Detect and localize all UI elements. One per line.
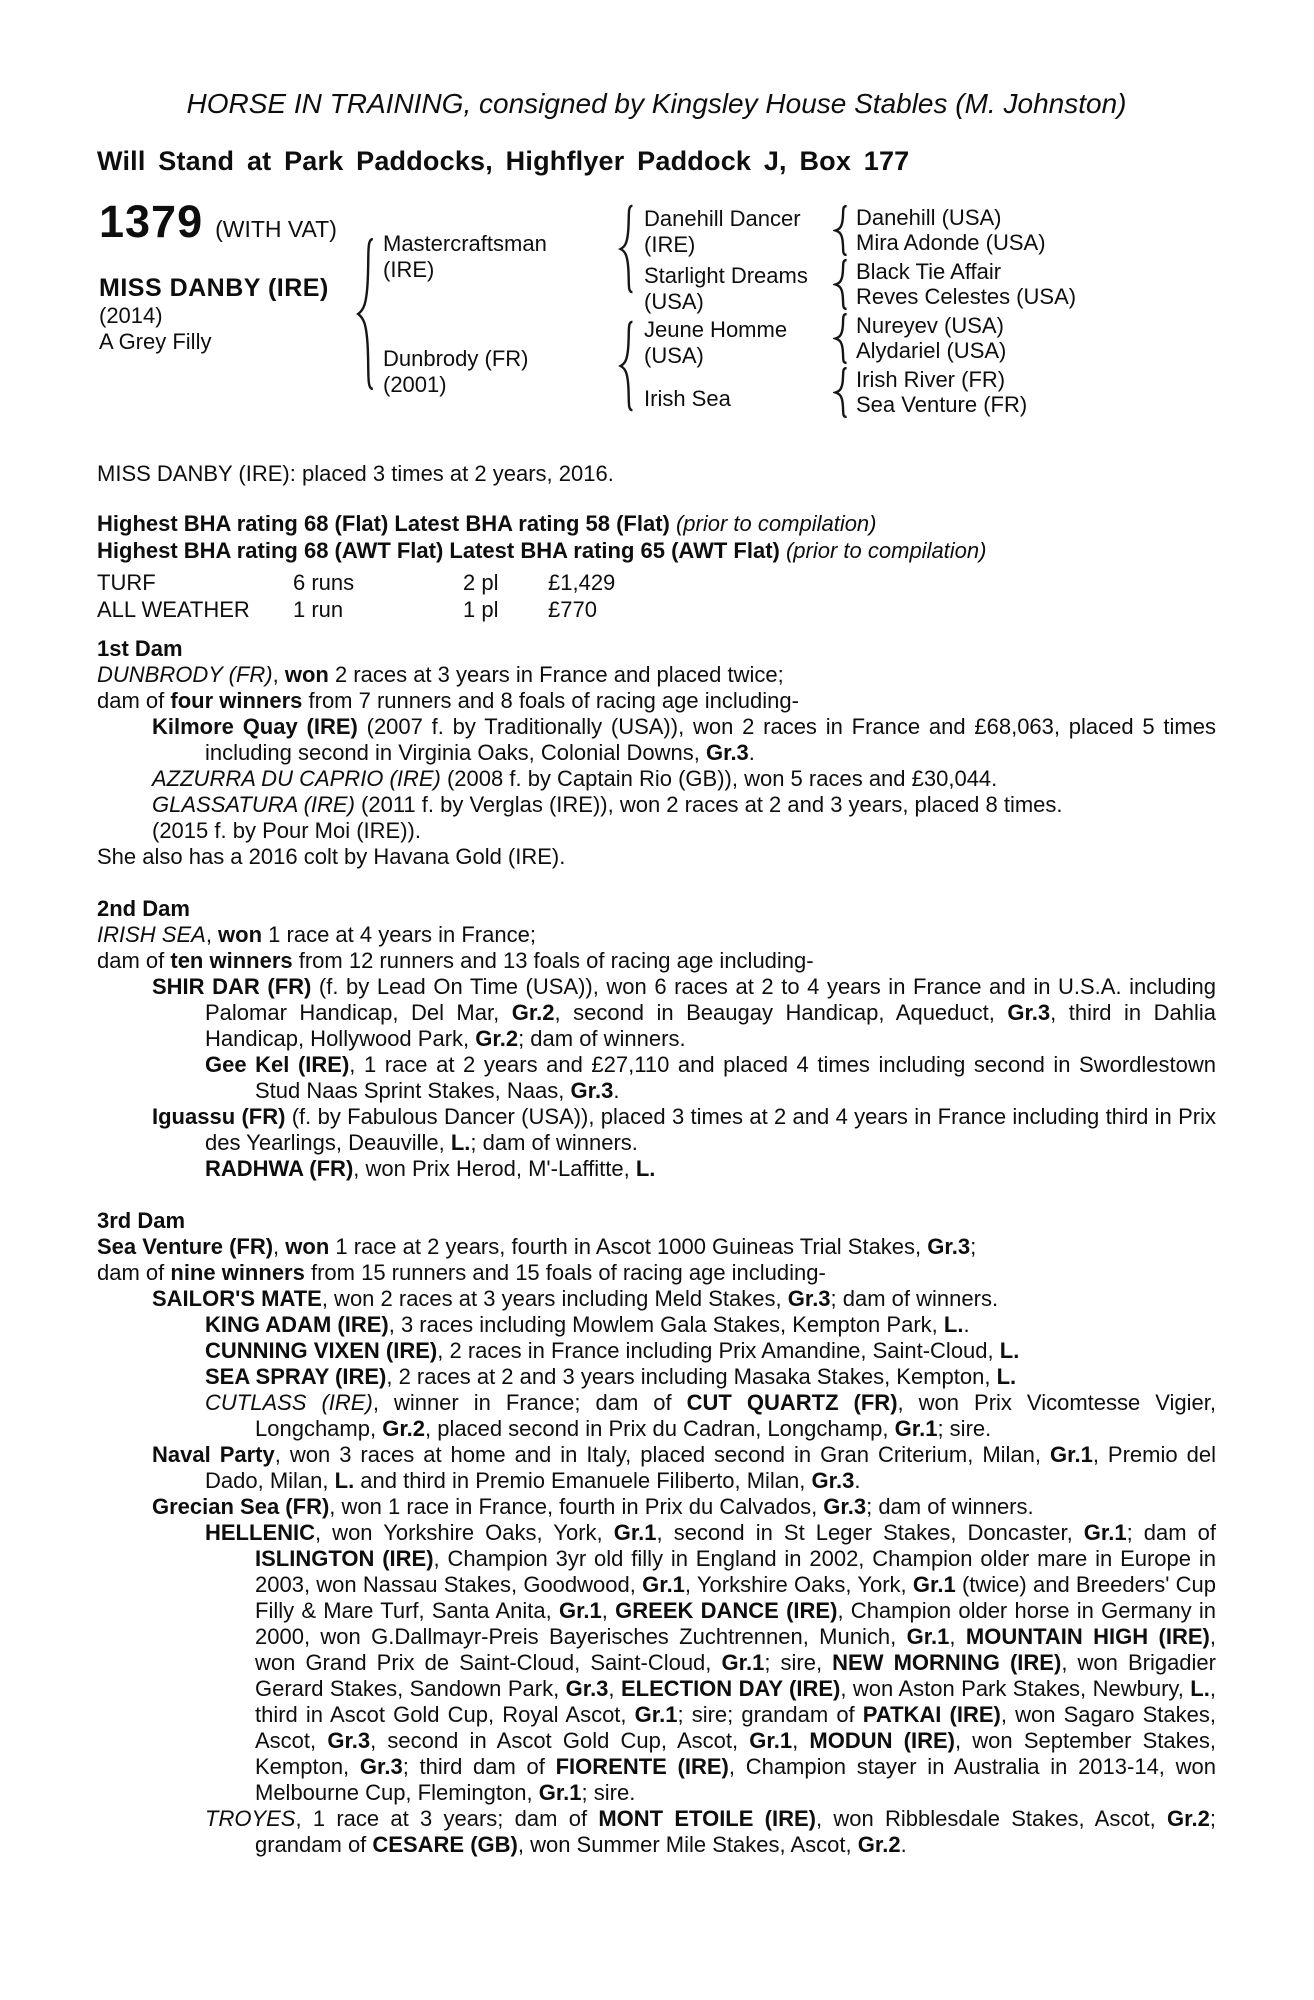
catalogue-paragraph: [97, 1052, 1216, 1104]
text-run: , 3 races including Mowlem Gala Stakes, Kempton Park,: [388, 1312, 944, 1337]
text-run: won: [284, 662, 329, 687]
text-run: Gr.3: [927, 1234, 971, 1259]
text-run: ; dam of winners.: [470, 1130, 638, 1155]
text-run: , second in Beaugay Handicap, Aqueduct,: [554, 1000, 1008, 1025]
text-run: (2011 f. by Verglas (IRE)), won 2 races at 2 and 3 years, placed 8 times.: [354, 792, 1063, 817]
catalogue-paragraph: [97, 1286, 1216, 1312]
catalogue-paragraph: [97, 948, 1216, 974]
text-run: , placed second in Prix du Cadran, Longchamp,: [425, 1416, 895, 1441]
dam-sections: [97, 636, 1216, 1858]
ancestor-name: Jeune Homme: [644, 317, 788, 342]
text-run: L.: [996, 1364, 1017, 1389]
text-run: CUTLASS (IRE): [205, 1390, 373, 1415]
text-run: Gr.2: [475, 1026, 519, 1051]
text-run: , 1 race at 2 years and £27,110 and placed 4 times including second in Swordlestown Stud Naas Sprint Stakes, Naas,: [255, 1052, 1217, 1103]
catalogue-paragraph: [97, 662, 1216, 688]
text-run: , 1 race at 3 years; dam of: [295, 1806, 599, 1831]
text-run: .: [748, 740, 755, 765]
stats-row: [97, 569, 1216, 596]
text-run: IRISH SEA: [97, 922, 206, 947]
text-run: ,: [272, 662, 285, 687]
text-run: , third in Dahlia Handicap, Hollywood Park,: [205, 1000, 1216, 1051]
ancestor-name: Danehill (USA): [856, 205, 1002, 230]
text-run: GREEK DANCE (IRE): [615, 1598, 838, 1623]
text-run: (2015 f. by Pour Moi (IRE)).: [152, 818, 421, 843]
catalogue-content: [97, 0, 1216, 1858]
text-run: NEW MORNING (IRE): [832, 1650, 1062, 1675]
pedigree-brace-sire: [618, 204, 635, 294]
text-run: Gr.1: [634, 1702, 678, 1727]
text-run: (prior to compilation): [675, 511, 877, 536]
catalogue-paragraph: [97, 818, 1216, 844]
text-run: Gr.3: [1007, 1000, 1051, 1025]
ancestor-name: Irish Sea: [644, 386, 731, 411]
text-run: Gr.2: [857, 1832, 901, 1857]
ancestor-name: Nureyev (USA): [856, 313, 1004, 338]
text-run: Gr.1: [721, 1650, 765, 1675]
text-run: CUNNING VIXEN (IRE): [205, 1338, 438, 1363]
ancestor-name: Starlight Dreams: [644, 263, 808, 288]
text-run: Gr.3: [823, 1494, 867, 1519]
pedigree-greatgrandparents-3: [856, 313, 1006, 363]
text-run: MONT ETOILE (IRE): [598, 1806, 817, 1831]
text-run: , won Sagaro Stakes, Ascot,: [255, 1702, 1217, 1753]
catalogue-paragraph: [97, 974, 1216, 1052]
text-run: ELECTION DAY (IRE): [620, 1676, 841, 1701]
catalogue-paragraph: [97, 1494, 1216, 1520]
text-run: , won Brigadier Gerard Stakes, Sandown Park,: [255, 1650, 1216, 1701]
text-run: , won 1 race in France, fourth in Prix du Calvados,: [329, 1494, 824, 1519]
dam-suffix: (2001): [383, 372, 447, 397]
text-run: Grecian Sea (FR): [152, 1494, 330, 1519]
text-run: SHIR DAR (FR): [152, 974, 312, 999]
text-run: MOUNTAIN HIGH (IRE): [965, 1624, 1210, 1649]
stand-location: Will Stand at Park Paddocks, Highflyer Paddock J, Box 177: [97, 146, 910, 176]
stats-earnings: £770: [548, 597, 597, 622]
text-run: , won Summer Mile Stakes, Ascot,: [517, 1832, 858, 1857]
horse-description: A Grey Filly: [99, 329, 212, 354]
catalogue-paragraph: [97, 1104, 1216, 1156]
pedigree-brace-dam: [618, 320, 635, 412]
text-run: Gr.2: [511, 1000, 555, 1025]
catalogue-paragraph: [97, 714, 1216, 766]
text-run: ; sire; grandam of: [677, 1702, 863, 1727]
pedigree-greatgrandparents-2: [856, 259, 1076, 309]
text-run: ; dam of: [1126, 1520, 1216, 1545]
text-run: , second in Ascot Gold Cup, Ascot,: [370, 1728, 750, 1753]
text-run: four winners: [170, 688, 303, 713]
stats-row: [97, 596, 1216, 623]
text-run: Highest BHA rating 68 (Flat) Latest BHA rating 58 (Flat): [97, 511, 676, 536]
text-run: SEA SPRAY (IRE): [205, 1364, 387, 1389]
catalogue-paragraph: [97, 1390, 1216, 1442]
text-run: Gr.3: [811, 1468, 855, 1493]
text-run: Gr.3: [565, 1676, 609, 1701]
text-run: and third in Premio Emanuele Filiberto, Milan,: [354, 1468, 812, 1493]
catalogue-paragraph: [97, 1156, 1216, 1182]
text-run: (prior to compilation): [785, 538, 987, 563]
text-run: , Champion 3yr old filly in England in 2002, Champion older mare in Europe in 2003, won Nassau Stakes, Goodwood,: [255, 1546, 1216, 1597]
text-run: 2 races at 3 years in France and placed twice;: [328, 662, 784, 687]
text-run: ; sire,: [764, 1650, 833, 1675]
text-run: Gr.1: [906, 1624, 950, 1649]
text-run: , Champion older horse in Germany in 2000, won G.Dallmayr-Preis Bayerisches Zuchtrennen, Munich,: [255, 1598, 1217, 1649]
dam-section-heading: 3rd Dam: [97, 1208, 186, 1233]
text-run: ; grandam of: [255, 1806, 1216, 1857]
lot-number: 1379: [99, 196, 204, 247]
text-run: ,: [205, 922, 219, 947]
text-run: .: [900, 1832, 907, 1857]
text-run: Kilmore Quay (IRE): [152, 714, 358, 739]
text-run: 1 race at 2 years, fourth in Ascot 1000 Guineas Trial Stakes,: [329, 1234, 928, 1259]
stats-earnings: £1,429: [548, 570, 616, 595]
ancestor-suffix: (USA): [644, 289, 704, 314]
text-run: Gr.1: [749, 1728, 793, 1753]
catalogue-paragraph: [97, 1338, 1216, 1364]
text-run: , won Grand Prix de Saint-Cloud, Saint-Cloud,: [255, 1624, 1216, 1675]
text-run: L.: [943, 1312, 964, 1337]
text-run: Gee Kel (IRE): [205, 1052, 350, 1077]
stats-surface: TURF: [97, 570, 156, 595]
text-run: FIORENTE (IRE): [555, 1754, 729, 1779]
text-run: , third in Ascot Gold Cup, Royal Ascot,: [255, 1676, 1216, 1727]
text-run: SAILOR'S MATE: [152, 1286, 322, 1311]
stats-placed: 2 pl: [463, 570, 499, 595]
ancestor-name: Alydariel (USA): [856, 338, 1007, 363]
ancestor-name: Mira Adonde (USA): [856, 230, 1046, 255]
bha-ratings: [97, 510, 1216, 564]
pedigree-brace-gg4: [833, 367, 849, 418]
pedigree-grandsire-1: [644, 206, 801, 258]
text-run: Gr.3: [705, 740, 749, 765]
text-run: ,: [608, 1676, 621, 1701]
text-run: Gr.1: [558, 1598, 602, 1623]
text-run: , won September Stakes, Kempton,: [255, 1728, 1217, 1779]
sire-name: Mastercraftsman: [383, 231, 547, 256]
text-run: nine winners: [170, 1260, 305, 1285]
text-run: RADHWA (FR): [205, 1156, 354, 1181]
ancestor-suffix: (IRE): [644, 232, 696, 257]
ancestor-name: Sea Venture (FR): [856, 392, 1028, 417]
race-summary: MISS DANBY (IRE): placed 3 times at 2 years, 2016.: [97, 461, 614, 486]
catalogue-paragraph: [97, 1364, 1216, 1390]
text-run: ; sire.: [581, 1780, 636, 1805]
catalogue-paragraph: [97, 1312, 1216, 1338]
text-run: AZZURRA DU CAPRIO (IRE): [152, 766, 441, 791]
pedigree-greatgrandparents-4: [856, 367, 1027, 417]
catalogue-paragraph: [97, 766, 1216, 792]
stats-runs: 1 run: [293, 597, 344, 622]
horse-name: MISS DANBY (IRE): [99, 274, 329, 302]
text-run: (2008 f. by Captain Rio (GB)), won 5 races and £30,044.: [440, 766, 998, 791]
catalogue-paragraph: [97, 922, 1216, 948]
text-run: Gr.2: [382, 1416, 426, 1441]
text-run: Gr.3: [327, 1728, 371, 1753]
text-run: dam of: [97, 688, 171, 713]
text-run: .: [854, 1468, 861, 1493]
dam-section-heading: 1st Dam: [97, 636, 183, 661]
text-run: Gr.1: [642, 1572, 685, 1597]
catalogue-paragraph: [97, 1260, 1216, 1286]
text-run: L.: [334, 1468, 355, 1493]
ancestor-name: Danehill Dancer: [644, 206, 801, 231]
text-run: (2007 f. by Traditionally (USA)), won 2 races in France and £68,063, placed 5 times including second in Virginia Oaks, Colonial Downs,: [205, 714, 1216, 765]
text-run: , Premio del Dado, Milan,: [205, 1442, 1216, 1493]
text-run: Gr.3: [359, 1754, 403, 1779]
pedigree-dam: [383, 346, 528, 398]
text-run: , Yorkshire Oaks, York,: [684, 1572, 913, 1597]
text-run: Naval Party: [152, 1442, 275, 1467]
sire-suffix: (IRE): [383, 257, 435, 282]
text-run: (f. by Lead On Time (USA)), won 6 races at 2 to 4 years in France and in U.S.A. including Palomar Handicap, Del Mar,: [205, 974, 1216, 1025]
pedigree-brace-main: [355, 236, 376, 392]
text-run: CESARE (GB): [372, 1832, 518, 1857]
text-run: from 15 runners and 15 foals of racing age including-: [304, 1260, 826, 1285]
text-run: Gr.1: [1050, 1442, 1093, 1467]
catalogue-paragraph: [97, 1442, 1216, 1494]
text-run: ISLINGTON (IRE): [255, 1546, 434, 1571]
text-run: , winner in France; dam of: [372, 1390, 687, 1415]
foaling-year: (2014): [99, 303, 163, 328]
text-run: GLASSATURA (IRE): [152, 792, 355, 817]
text-run: ; third dam of: [402, 1754, 556, 1779]
catalogue-paragraph: [97, 1520, 1216, 1806]
dam-name: Dunbrody (FR): [383, 346, 529, 371]
text-run: , Champion stayer in Australia in 2013-14, won Melbourne Cup, Flemington,: [255, 1754, 1216, 1805]
text-run: , won 3 races at home and in Italy, placed second in Gran Criterium, Milan,: [274, 1442, 1051, 1467]
text-run: , second in St Leger Stakes, Doncaster,: [656, 1520, 1084, 1545]
dam-section: [97, 636, 1216, 870]
text-run: ; dam of winners.: [518, 1026, 686, 1051]
text-run: , won 2 races at 3 years including Meld Stakes,: [321, 1286, 788, 1311]
text-run: KING ADAM (IRE): [205, 1312, 389, 1337]
dam-section-heading: 2nd Dam: [97, 896, 190, 921]
pedigree-table: [97, 196, 1216, 453]
text-run: ,: [949, 1624, 966, 1649]
text-run: L.: [999, 1338, 1020, 1363]
text-run: ;: [970, 1234, 977, 1259]
text-run: , won Yorkshire Oaks, York,: [315, 1520, 614, 1545]
text-run: Gr.1: [894, 1416, 938, 1441]
text-run: (f. by Fabulous Dancer (USA)), placed 3 times at 2 and 4 years in France including third in Prix des Yearlings, Deauville,: [205, 1104, 1216, 1155]
text-run: , won Prix Herod, M'-Laffitte,: [353, 1156, 636, 1181]
text-run: ; sire.: [937, 1416, 992, 1441]
pedigree-brace-gg3: [833, 313, 849, 364]
text-run: (twice) and Breeders' Cup Filly & Mare Turf, Santa Anita,: [255, 1572, 1216, 1623]
text-run: Highest BHA rating 68 (AWT Flat) Latest BHA rating 65 (AWT Flat): [97, 538, 786, 563]
page-title: HORSE IN TRAINING, consigned by Kingsley House Stables (M. Johnston): [186, 88, 1127, 119]
rating-line: [97, 537, 1216, 564]
lot-line: [99, 196, 337, 247]
text-run: CUT QUARTZ (FR): [686, 1390, 898, 1415]
text-run: dam of: [97, 948, 171, 973]
text-run: from 12 runners and 13 foals of racing age including-: [292, 948, 814, 973]
text-run: Gr.1: [1083, 1520, 1127, 1545]
ancestor-name: Black Tie Affair: [856, 259, 1002, 284]
catalogue-paragraph: [97, 1806, 1216, 1858]
text-run: , won Ribblesdale Stakes, Ascot,: [816, 1806, 1168, 1831]
text-run: Gr.1: [538, 1780, 582, 1805]
text-run: .: [963, 1312, 970, 1337]
pedigree-brace-gg2: [833, 259, 849, 310]
dam-section: [97, 896, 1216, 1182]
text-run: ; dam of winners.: [830, 1286, 999, 1311]
text-run: MODUN (IRE): [809, 1728, 955, 1753]
catalogue-paragraph: [97, 792, 1216, 818]
text-run: ,: [601, 1598, 616, 1623]
text-run: ; dam of winners.: [866, 1494, 1034, 1519]
text-run: 1 race at 4 years in France;: [262, 922, 536, 947]
text-run: , won Aston Park Stakes, Newbury,: [840, 1676, 1191, 1701]
text-run: L.: [635, 1156, 656, 1181]
pedigree-sire: [383, 231, 547, 283]
stats-runs: 6 runs: [293, 570, 355, 595]
ancestor-name: Reves Celestes (USA): [856, 284, 1077, 309]
pedigree-granddam-2: [644, 386, 731, 412]
text-run: L.: [1190, 1676, 1210, 1701]
text-run: Gr.1: [613, 1520, 657, 1545]
text-run: , 2 races at 2 and 3 years including Masaka Stakes, Kempton,: [386, 1364, 997, 1389]
text-run: Sea Venture (FR): [97, 1234, 274, 1259]
text-run: TROYES: [205, 1806, 296, 1831]
catalogue-paragraph: [97, 688, 1216, 714]
pedigree-greatgrandparents-1: [856, 205, 1046, 255]
text-run: from 7 runners and 8 foals of racing age including-: [302, 688, 799, 713]
stats-surface: ALL WEATHER: [97, 597, 250, 622]
text-run: Gr.3: [570, 1078, 614, 1103]
pedigree-grandsire-2: [644, 317, 787, 369]
race-stats-table: [97, 569, 1216, 623]
text-run: Gr.3: [787, 1286, 831, 1311]
rating-line: [97, 510, 1216, 537]
text-run: Iguassu (FR): [152, 1104, 286, 1129]
text-run: , won Prix Vicomtesse Vigier, Longchamp,: [255, 1390, 1216, 1441]
text-run: Gr.1: [912, 1572, 956, 1597]
text-run: HELLENIC: [205, 1520, 315, 1545]
text-run: dam of: [97, 1260, 171, 1285]
text-run: ,: [273, 1234, 286, 1259]
catalogue-paragraph: [97, 1234, 1216, 1260]
text-run: ,: [792, 1728, 810, 1753]
pedigree-granddam-1: [644, 263, 808, 315]
ancestor-suffix: (USA): [644, 343, 704, 368]
text-run: ten winners: [170, 948, 293, 973]
ancestor-name: Irish River (FR): [856, 367, 1006, 392]
vat-note: (WITH VAT): [215, 216, 337, 242]
text-run: She also has a 2016 colt by Havana Gold (IRE).: [97, 844, 566, 869]
text-run: PATKAI (IRE): [862, 1702, 1001, 1727]
text-run: DUNBRODY (FR): [97, 662, 273, 687]
text-run: won: [285, 1234, 330, 1259]
text-run: Gr.2: [1167, 1806, 1210, 1831]
pedigree-brace-gg1: [833, 205, 849, 256]
text-run: , 2 races in France including Prix Amandine, Saint-Cloud,: [437, 1338, 1000, 1363]
dam-section: [97, 1208, 1216, 1858]
text-run: L.: [450, 1130, 471, 1155]
text-run: .: [613, 1078, 620, 1103]
stats-placed: 1 pl: [463, 597, 499, 622]
catalogue-paragraph: [97, 844, 1216, 870]
text-run: won: [218, 922, 263, 947]
